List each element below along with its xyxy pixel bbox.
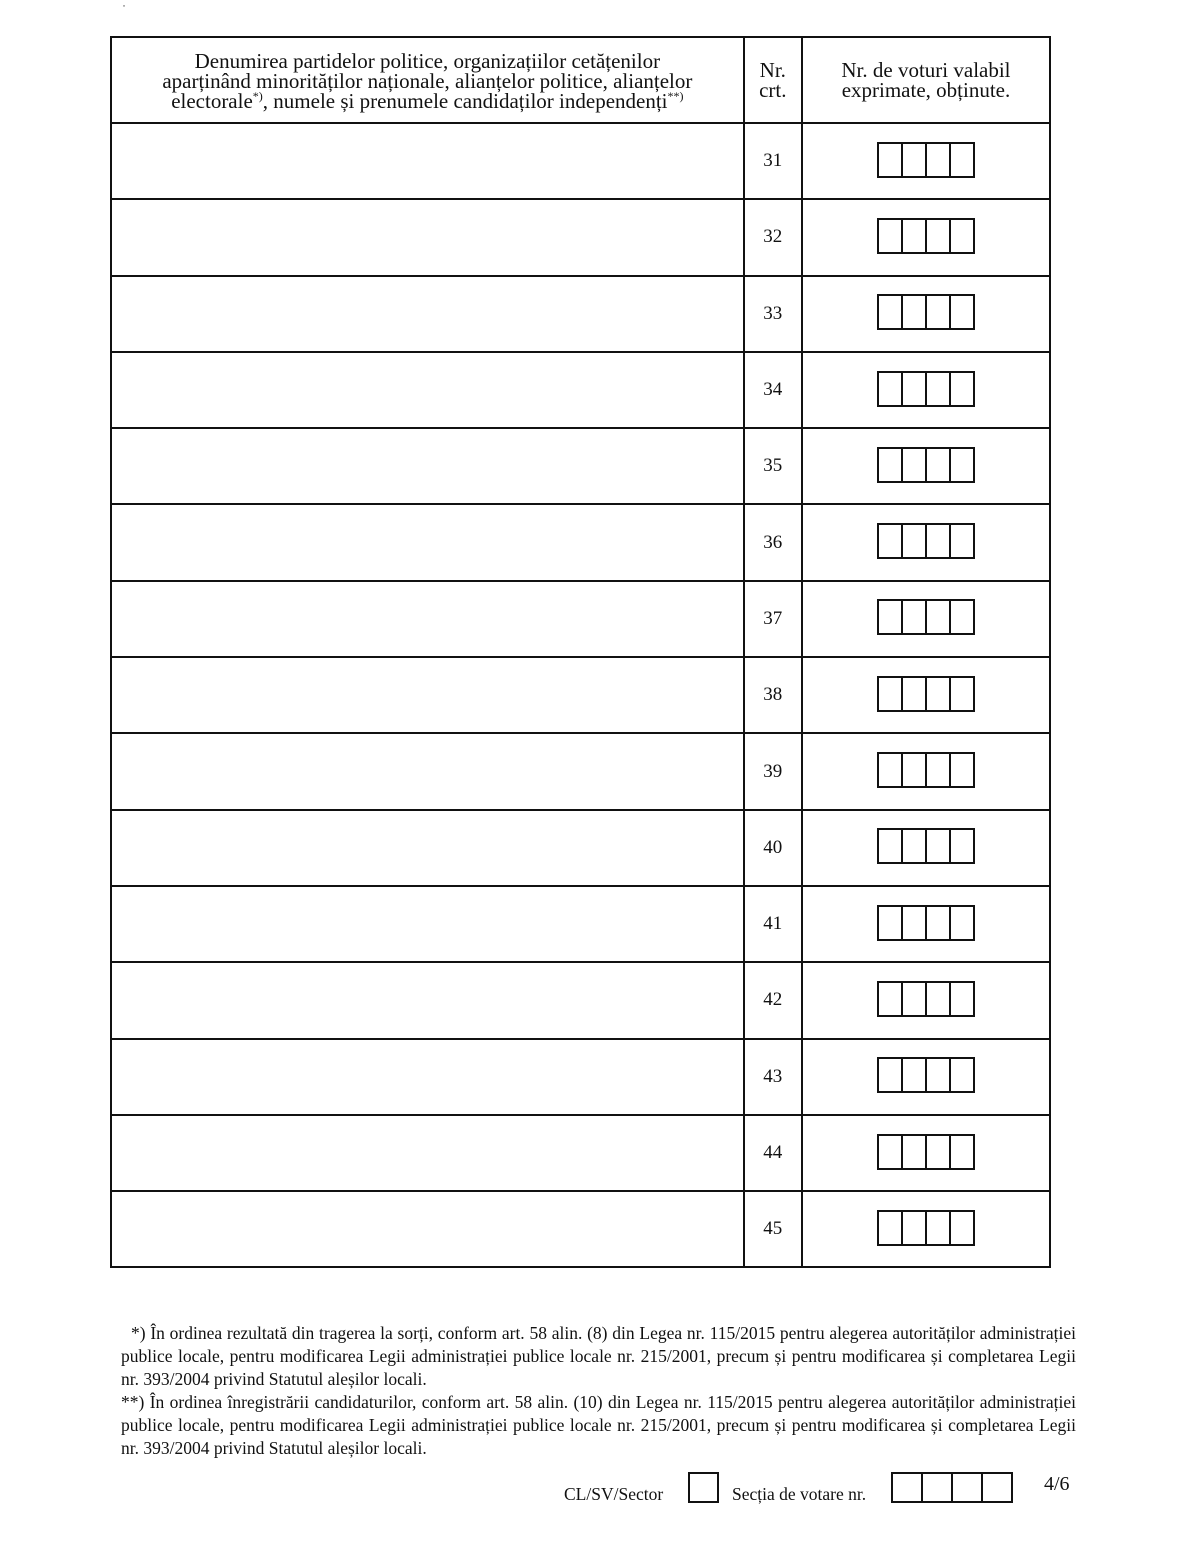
table-row [111, 810, 1050, 886]
digit-box[interactable] [951, 907, 973, 939]
table-row [111, 276, 1050, 352]
page-footer [560, 1470, 1080, 1510]
row-number-cell: 33 [744, 276, 802, 352]
digit-box[interactable] [927, 1212, 951, 1244]
digit-box[interactable] [903, 144, 927, 176]
table-row [111, 733, 1050, 809]
digit-box[interactable] [903, 525, 927, 557]
digit-box[interactable] [927, 373, 951, 405]
digit-box[interactable] [879, 525, 903, 557]
row-number-cell: 38 [744, 657, 802, 733]
party-name-cell[interactable] [111, 962, 744, 1038]
digit-box[interactable] [951, 296, 973, 328]
party-name-cell[interactable] [111, 810, 744, 886]
votes-cell [802, 657, 1050, 733]
header-votes-line1: Nr. de voturi valabil [841, 58, 1011, 82]
top-mark: ˙ [122, 2, 126, 16]
digit-box[interactable] [927, 1136, 951, 1168]
votes-cell [802, 810, 1050, 886]
header-nr-line1: Nr. [759, 58, 786, 82]
votes-digit-boxes[interactable] [877, 371, 975, 407]
row-number-cell: 32 [744, 199, 802, 275]
sector-label: CL/SV/Sector [564, 1484, 664, 1504]
digit-box[interactable] [951, 1136, 973, 1168]
table-header-row [111, 37, 1050, 123]
votes-digit-boxes[interactable] [877, 447, 975, 483]
voting-section-input-boxes[interactable] [891, 1472, 1013, 1503]
digit-box[interactable] [879, 1136, 903, 1168]
footnote-marker-2: **) [667, 89, 684, 103]
table-row [111, 1191, 1050, 1267]
footnotes [121, 1322, 1076, 1460]
digit-box[interactable] [903, 1136, 927, 1168]
footnote-2: **) În ordinea înregistrării candidaturilor, conform art. 58 alin. (10) din Legea nr. 115/2015 pentru alegerea autorităților administrației publice locale, pentru modificarea Legii administrației publice locale nr. 215/2001, precum și pentru modificarea și completarea Legii nr. 393/2004 privind Statutul aleșilor locali. [121, 1392, 1076, 1458]
party-name-cell[interactable] [111, 352, 744, 428]
digit-box[interactable] [951, 220, 973, 252]
table-row [111, 504, 1050, 580]
digit-box[interactable] [927, 983, 951, 1015]
votes-cell [802, 1039, 1050, 1115]
votes-cell [802, 962, 1050, 1038]
votes-digit-boxes[interactable] [877, 1057, 975, 1093]
votes-cell [802, 581, 1050, 657]
digit-box[interactable] [927, 144, 951, 176]
row-number-cell: 43 [744, 1039, 802, 1115]
digit-box[interactable] [879, 983, 903, 1015]
votes-cell [802, 428, 1050, 504]
header-votes-column [802, 37, 1050, 123]
header-name-line1: Denumirea partidelor politice, organizațiilor cetățenilor [194, 49, 661, 73]
party-name-cell[interactable] [111, 1191, 744, 1267]
table-row [111, 886, 1050, 962]
votes-digit-boxes[interactable] [877, 828, 975, 864]
digit-box[interactable] [923, 1474, 953, 1501]
digit-box[interactable] [903, 373, 927, 405]
row-number-cell: 42 [744, 962, 802, 1038]
row-number-cell: 45 [744, 1191, 802, 1267]
digit-box[interactable] [903, 754, 927, 786]
votes-digit-boxes[interactable] [877, 1134, 975, 1170]
votes-cell [802, 199, 1050, 275]
row-number-cell: 44 [744, 1115, 802, 1191]
votes-digit-boxes[interactable] [877, 523, 975, 559]
party-name-cell[interactable] [111, 1039, 744, 1115]
header-name-line2: aparținând minorităților naționale, alianțelor politice, alianțelor [162, 69, 693, 93]
digit-box[interactable] [879, 601, 903, 633]
voting-section-label: Secția de votare nr. [732, 1484, 867, 1504]
digit-box[interactable] [879, 830, 903, 862]
votes-digit-boxes[interactable] [877, 981, 975, 1017]
digit-box[interactable] [983, 1474, 1011, 1501]
header-name-column [111, 37, 744, 123]
table-row [111, 428, 1050, 504]
digit-box[interactable] [953, 1474, 983, 1501]
digit-box[interactable] [903, 678, 927, 710]
votes-cell [802, 886, 1050, 962]
digit-box[interactable] [927, 220, 951, 252]
digit-box[interactable] [879, 1059, 903, 1091]
digit-box[interactable] [927, 754, 951, 786]
header-nr-line2: crt. [759, 78, 787, 102]
digit-box[interactable] [903, 830, 927, 862]
digit-box[interactable] [927, 907, 951, 939]
digit-box[interactable] [951, 601, 973, 633]
digit-box[interactable] [903, 296, 927, 328]
results-table [110, 36, 1051, 1268]
votes-digit-boxes[interactable] [877, 142, 975, 178]
digit-box[interactable] [879, 373, 903, 405]
digit-box[interactable] [903, 907, 927, 939]
row-number-cell: 39 [744, 733, 802, 809]
votes-cell [802, 123, 1050, 199]
digit-box[interactable] [879, 220, 903, 252]
party-name-cell[interactable] [111, 276, 744, 352]
row-number-cell: 36 [744, 504, 802, 580]
digit-box[interactable] [903, 220, 927, 252]
row-number-cell: 35 [744, 428, 802, 504]
digit-box[interactable] [927, 601, 951, 633]
digit-box[interactable] [879, 907, 903, 939]
digit-box[interactable] [903, 1059, 927, 1091]
footnote-marker-1: *) [252, 89, 263, 103]
digit-box[interactable] [879, 754, 903, 786]
digit-box[interactable] [903, 449, 927, 481]
table-row [111, 199, 1050, 275]
row-number-cell: 41 [744, 886, 802, 962]
party-name-cell[interactable] [111, 886, 744, 962]
row-number-cell: 31 [744, 123, 802, 199]
digit-box[interactable] [927, 678, 951, 710]
party-name-cell[interactable] [111, 428, 744, 504]
digit-box[interactable] [951, 754, 973, 786]
votes-cell [802, 352, 1050, 428]
digit-box[interactable] [951, 1212, 973, 1244]
digit-box[interactable] [927, 449, 951, 481]
party-name-cell[interactable] [111, 504, 744, 580]
digit-box[interactable] [951, 525, 973, 557]
party-name-cell[interactable] [111, 1115, 744, 1191]
digit-box[interactable] [903, 601, 927, 633]
digit-box[interactable] [951, 144, 973, 176]
row-number-cell: 37 [744, 581, 802, 657]
digit-box[interactable] [951, 1059, 973, 1091]
table-row [111, 581, 1050, 657]
party-name-cell[interactable] [111, 581, 744, 657]
votes-digit-boxes[interactable] [877, 1210, 975, 1246]
table-row [111, 657, 1050, 733]
footnote-1: *) În ordinea rezultată din tragerea la sorți, conform art. 58 alin. (8) din Legea nr. 115/2015 pentru alegerea autorităților administrației publice locale, pentru modificarea Legii administrației publice locale nr. 215/2001, precum și pentru modificarea și completarea Legii nr. 393/2004 privind Statutul aleșilor locali. [121, 1323, 1076, 1389]
digit-box[interactable] [951, 449, 973, 481]
row-number-cell: 34 [744, 352, 802, 428]
table-row [111, 962, 1050, 1038]
table-row [111, 352, 1050, 428]
votes-cell [802, 733, 1050, 809]
table-row [111, 1039, 1050, 1115]
row-number-cell: 40 [744, 810, 802, 886]
digit-box[interactable] [879, 144, 903, 176]
votes-digit-boxes[interactable] [877, 676, 975, 712]
votes-digit-boxes[interactable] [877, 294, 975, 330]
votes-cell [802, 504, 1050, 580]
digit-box[interactable] [927, 296, 951, 328]
digit-box[interactable] [879, 678, 903, 710]
votes-digit-boxes[interactable] [877, 218, 975, 254]
digit-box[interactable] [903, 983, 927, 1015]
votes-cell [802, 1191, 1050, 1267]
header-name-line3a: electorale [171, 89, 253, 113]
digit-box[interactable] [951, 830, 973, 862]
votes-cell [802, 276, 1050, 352]
votes-cell [802, 1115, 1050, 1191]
digit-box[interactable] [879, 1212, 903, 1244]
votes-digit-boxes[interactable] [877, 905, 975, 941]
party-name-cell[interactable] [111, 657, 744, 733]
header-votes-line2: exprimate, obținute. [841, 78, 1011, 102]
sector-input-box[interactable] [688, 1472, 719, 1503]
digit-box[interactable] [893, 1474, 923, 1501]
digit-box[interactable] [927, 525, 951, 557]
digit-box[interactable] [927, 830, 951, 862]
digit-box[interactable] [879, 449, 903, 481]
party-name-cell[interactable] [111, 733, 744, 809]
table-row [111, 1115, 1050, 1191]
digit-box[interactable] [903, 1212, 927, 1244]
header-nr-column [744, 37, 802, 123]
party-name-cell[interactable] [111, 199, 744, 275]
digit-box[interactable] [951, 678, 973, 710]
digit-box[interactable] [951, 373, 973, 405]
party-name-cell[interactable] [111, 123, 744, 199]
digit-box[interactable] [879, 296, 903, 328]
digit-box[interactable] [927, 1059, 951, 1091]
votes-digit-boxes[interactable] [877, 599, 975, 635]
votes-digit-boxes[interactable] [877, 752, 975, 788]
table-row [111, 123, 1050, 199]
header-name-line3b: , numele și prenumele candidaților independenți [262, 89, 668, 113]
page-number: 4/6 [1044, 1473, 1070, 1495]
digit-box[interactable] [951, 983, 973, 1015]
